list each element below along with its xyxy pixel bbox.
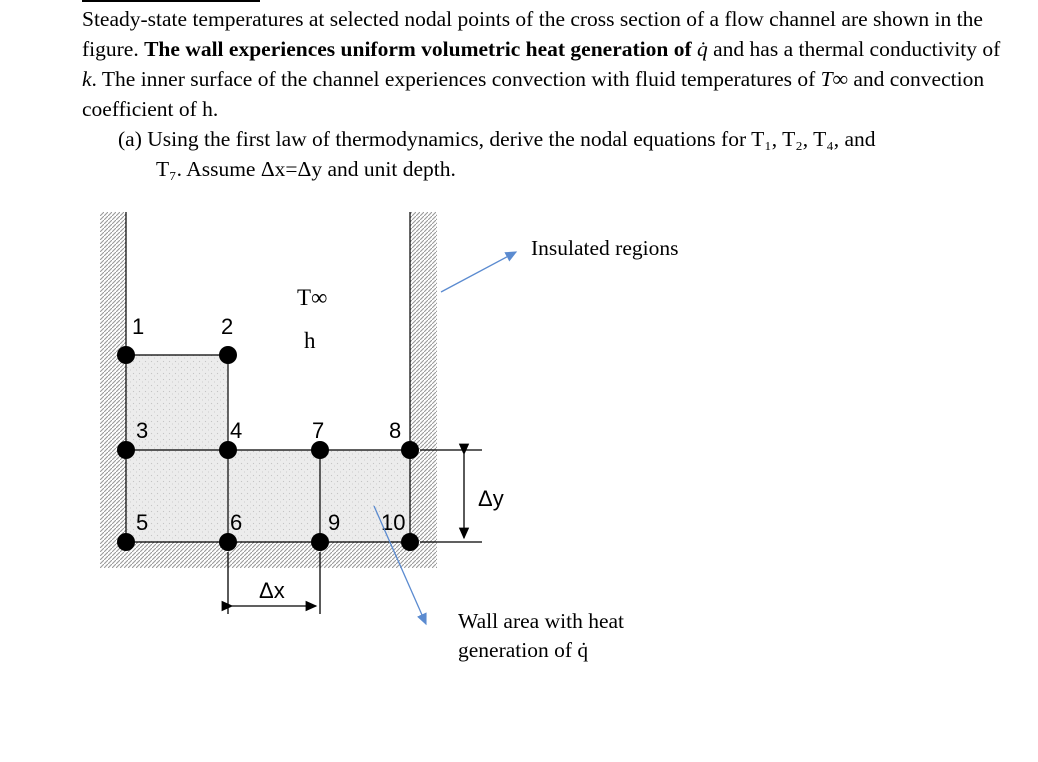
node-label-6: 6 (230, 510, 243, 535)
bottom-insulation (100, 542, 437, 568)
qdot-symbol: q̇ (697, 37, 708, 61)
node-label-7: 7 (312, 418, 325, 443)
insulated-regions-label: Insulated regions (531, 236, 679, 260)
node-label-10: 10 (381, 510, 406, 535)
intro-text-2: and has a thermal conductivity of (707, 37, 1001, 61)
node-4 (219, 441, 237, 459)
k-symbol: k (82, 67, 92, 91)
intro-text-3: . The inner surface of the channel experiences convection with fluid temperatures of (91, 67, 821, 91)
right-insulation (410, 212, 437, 568)
node-2 (219, 346, 237, 364)
node-7 (311, 441, 329, 459)
dy-label: Δy (478, 486, 504, 511)
node-10 (401, 533, 419, 551)
fluid-temperature-label: T∞ (297, 285, 328, 310)
insulated-arrow (441, 252, 516, 292)
dx-label: Δx (259, 578, 285, 603)
heat-gen-label-line1: Wall area with heat (458, 609, 625, 633)
intro-text-1: Steady-state temperatures at selected nodal points of the cross section of a flow channel are shown in the figure. (82, 7, 983, 61)
node-label-5: 5 (136, 510, 149, 535)
node-6 (219, 533, 237, 551)
intro-bold-text: The wall experiences uniform volumetric heat generation of (144, 37, 698, 61)
heat-generating-wall (126, 355, 410, 542)
node-label-8: 8 (389, 418, 402, 443)
heat-gen-label-line2: generation of q̇ (458, 638, 589, 662)
tinf-symbol: T∞ (820, 67, 848, 91)
node-5 (117, 533, 135, 551)
node-label-3: 3 (136, 418, 149, 443)
part-a-line1: Using the first law of thermodynamics, derive the nodal equations for T₁, T₂, T₄, and (147, 127, 876, 151)
node-3 (117, 441, 135, 459)
node-label-4: 4 (230, 418, 243, 443)
left-insulation (100, 212, 126, 568)
node-label-1: 1 (132, 314, 145, 339)
part-a-label: (a) (118, 127, 142, 151)
node-9 (311, 533, 329, 551)
part-a-line2: T₇. Assume Δx=Δy and unit depth. (156, 157, 456, 181)
node-1 (117, 346, 135, 364)
intro-text-4: and convection coefficient of h. (82, 67, 985, 121)
node-label-9: 9 (328, 510, 341, 535)
node-8 (401, 441, 419, 459)
node-label-2: 2 (221, 314, 234, 339)
convection-coefficient-label: h (304, 328, 316, 353)
